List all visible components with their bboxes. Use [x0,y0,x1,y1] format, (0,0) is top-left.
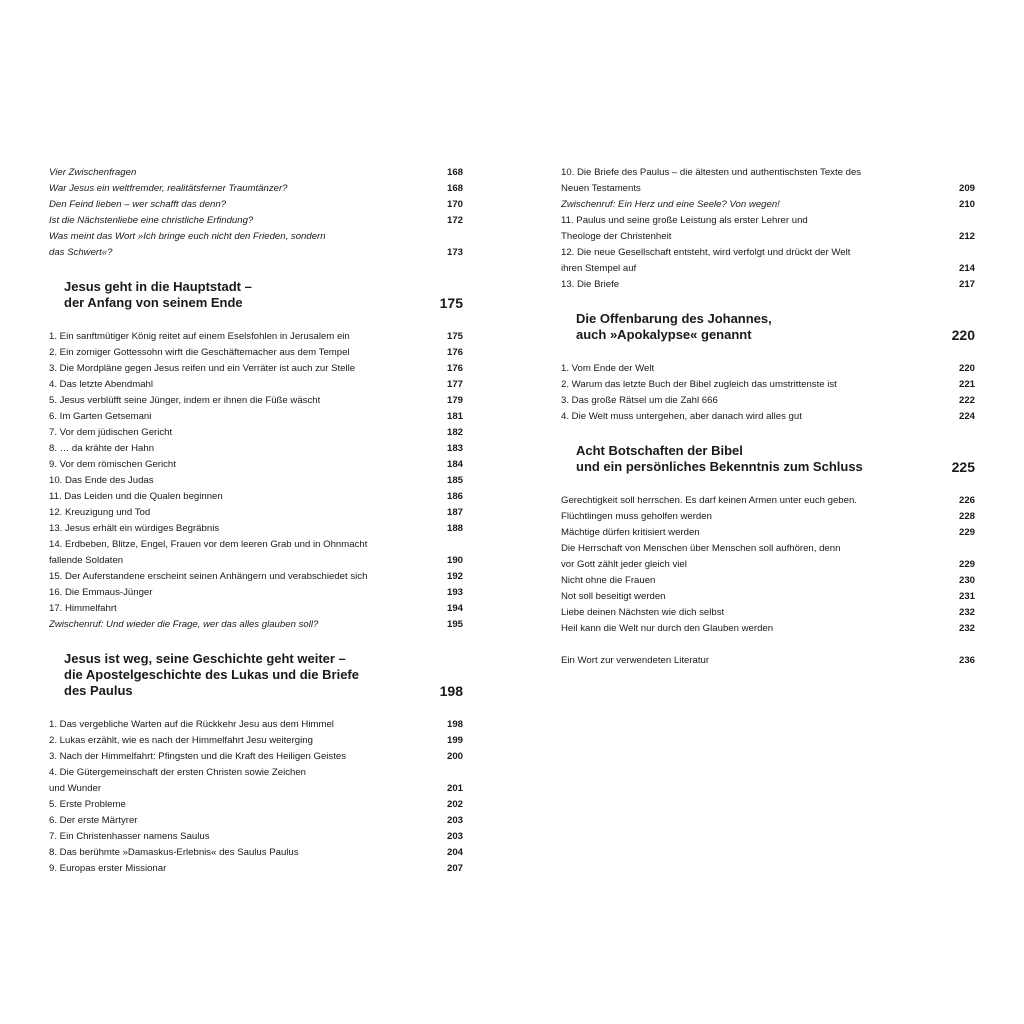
toc-entry [561,409,975,425]
toc-entry [49,425,463,441]
toc-entry-title: 9. Vor dem römischen Gericht [49,459,176,470]
chapter-title-line: die Apostelgeschichte des Lukas und die Briefe [64,667,359,682]
toc-entry-title: 7. Vor dem jüdischen Gericht [49,427,173,438]
toc-page-number: 193 [446,587,463,598]
toc-page-number: 224 [958,411,975,422]
toc-entry [49,197,463,213]
toc-page-number: 217 [958,279,975,290]
toc-page-number: 222 [958,395,975,406]
toc-entry-title: Zwischenruf: Und wieder die Frage, wer das alles glauben soll? [49,619,319,630]
toc-page-number: 220 [958,363,975,374]
toc-entry-title: 6. Im Garten Getsemani [49,411,152,422]
toc-entry [561,605,975,621]
toc-entry-title: Ist die Nächstenliebe eine christliche Erfindung? [49,215,254,226]
toc-entry [561,197,975,213]
chapter-title [64,651,463,699]
toc-page-number: 194 [446,603,463,614]
toc-entry [49,165,463,181]
toc-entry-title: Gerechtigkeit soll herrschen. Es darf keinen Armen unter euch geben. [561,495,857,506]
toc-entry [49,813,463,829]
toc-entry [561,393,975,409]
toc-entry [561,541,975,557]
chapter-page-number: 220 [951,327,975,343]
toc-entry [49,765,463,781]
toc-entry-title: 17. Himmelfahrt [49,603,117,614]
toc-entry-title: 1. Ein sanftmütiger König reitet auf einem Eselsfohlen in Jerusalem ein [49,331,350,342]
toc-entry-title: 10. Das Ende des Judas [49,475,154,486]
toc-page-number: 230 [958,575,975,586]
toc-page-number: 170 [446,199,463,210]
toc-entry-title: Not soll beseitigt werden [561,591,666,602]
chapter-title-line: Jesus geht in die Hauptstadt – [64,279,252,294]
toc-page-number: 187 [446,507,463,518]
toc-entry-title: ihren Stempel auf [561,263,637,274]
toc-entry [561,245,975,261]
toc-entry-title: Was meint das Wort »Ich bringe euch nicht den Frieden, sondern [49,231,326,242]
toc-entry-title: 2. Warum das letzte Buch der Bibel zugleich das umstrittenste ist [561,379,837,390]
toc-entry-title: Heil kann die Welt nur durch den Glauben werden [561,623,774,634]
toc-entry [561,525,975,541]
toc-entry [561,277,975,293]
chapter-page-number: 225 [951,459,975,475]
toc-entry-title: Nicht ohne die Frauen [561,575,656,586]
spacer [561,637,975,653]
toc-entry [49,797,463,813]
toc-page-number: 176 [446,347,463,358]
toc-page-number: 181 [446,411,463,422]
toc-entry [49,749,463,765]
toc-page-number: 168 [446,167,463,178]
toc-entry-title: Ein Wort zur verwendeten Literatur [561,655,710,666]
toc-page-number: 228 [958,511,975,522]
chapter-title-line: auch »Apokalypse« genannt [576,327,752,342]
toc-entry [49,345,463,361]
toc-page-number: 195 [446,619,463,630]
toc-entry [561,509,975,525]
toc-page-number: 200 [446,751,463,762]
toc-entry-title: 3. Nach der Himmelfahrt: Pfingsten und die Kraft des Heiligen Geistes [49,751,347,762]
toc-entry-title: 3. Die Mordpläne gegen Jesus reifen und ein Verräter ist auch zur Stelle [49,363,356,374]
toc-entry-title: Neuen Testaments [561,183,641,194]
toc-entry [49,377,463,393]
toc-entry [561,229,975,245]
chapter-heading [49,279,463,311]
right-page-toc [561,165,975,669]
toc-entry [49,733,463,749]
chapter-title-line: Acht Botschaften der Bibel [576,443,743,458]
toc-page-number: 199 [446,735,463,746]
toc-entry [49,505,463,521]
toc-entry-title: das Schwert«? [49,247,113,258]
toc-entry [49,585,463,601]
toc-entry-title: 11. Das Leiden und die Qualen beginnen [49,491,223,502]
toc-entry [561,181,975,197]
toc-entry [49,213,463,229]
toc-entry [561,377,975,393]
chapter-heading [561,311,975,343]
chapter-title-line: des Paulus [64,683,133,698]
toc-entry-title: 6. Der erste Märtyrer [49,815,138,826]
toc-page-number: 176 [446,363,463,374]
chapter-title-line: der Anfang von seinem Ende [64,295,243,310]
chapter-title-line: und ein persönliches Bekenntnis zum Schluss [576,459,863,474]
chapter-title-line: Jesus ist weg, seine Geschichte geht weiter – [64,651,346,666]
toc-entry-title: 16. Die Emmaus-Jünger [49,587,153,598]
toc-page-number: 221 [958,379,975,390]
toc-entry-title: Mächtige dürfen kritisiert werden [561,527,700,538]
toc-page-number: 172 [446,215,463,226]
toc-page-number: 203 [446,815,463,826]
toc-entry-title: 11. Paulus und seine große Leistung als erster Lehrer und [561,215,808,226]
toc-entry [561,493,975,509]
toc-entry [49,361,463,377]
toc-entry [49,393,463,409]
chapter-heading [49,651,463,699]
toc-entry [561,557,975,573]
toc-page-number: 182 [446,427,463,438]
toc-entry [49,441,463,457]
toc-entry [49,861,463,877]
toc-entry-title: Die Herrschaft von Menschen über Menschen soll aufhören, denn [561,543,841,554]
toc-page-number: 185 [446,475,463,486]
toc-entry-title: und Wunder [49,783,102,794]
toc-entry [49,489,463,505]
toc-page-number: 183 [446,443,463,454]
toc-entry-title: 1. Das vergebliche Warten auf die Rückkehr Jesu aus dem Himmel [49,719,334,730]
toc-page-number: 209 [958,183,975,194]
toc-entry-title: 1. Vom Ende der Welt [561,363,655,374]
toc-entry-title: 4. Die Gütergemeinschaft der ersten Christen sowie Zeichen [49,767,307,778]
toc-page-number: 177 [446,379,463,390]
toc-entry [49,245,463,261]
toc-entry [49,473,463,489]
toc-page-number: 179 [446,395,463,406]
toc-entry-title: Theologe der Christenheit [561,231,672,242]
toc-page-number: 210 [958,199,975,210]
toc-entry [49,457,463,473]
chapter-page-number: 198 [439,683,463,699]
chapter-title [576,311,975,343]
toc-entry-title: 5. Erste Probleme [49,799,126,810]
toc-page-number: 192 [446,571,463,582]
toc-entry [561,361,975,377]
chapter-title [576,443,975,475]
toc-page-number: 214 [958,263,975,274]
toc-page-number: 173 [446,247,463,258]
toc-entry [561,621,975,637]
toc-entry [49,601,463,617]
toc-page-number: 226 [958,495,975,506]
toc-page-number: 175 [446,331,463,342]
toc-entry-title: 8. … da krähte der Hahn [49,443,155,454]
toc-entry-title: 10. Die Briefe des Paulus – die ältesten und authentischsten Texte des [561,167,862,178]
toc-entry [49,717,463,733]
toc-entry-title: vor Gott zählt jeder gleich viel [561,559,687,570]
toc-entry-title: Flüchtlingen muss geholfen werden [561,511,712,522]
toc-entry [561,573,975,589]
toc-entry-title: Zwischenruf: Ein Herz und eine Seele? Von wegen! [561,199,780,210]
toc-entry [49,181,463,197]
toc-entry-title: 3. Das große Rätsel um die Zahl 666 [561,395,718,406]
toc-page-number: 231 [958,591,975,602]
toc-page-number: 190 [446,555,463,566]
toc-entry-title: Vier Zwischenfragen [49,167,137,178]
toc-entry-title: 8. Das berühmte »Damaskus-Erlebnis« des Saulus Paulus [49,847,299,858]
toc-entry [49,329,463,345]
toc-entry-title: Den Feind lieben – wer schafft das denn? [49,199,227,210]
toc-entry-title: 13. Die Briefe [561,279,620,290]
toc-page-number: 198 [446,719,463,730]
toc-entry [561,589,975,605]
chapter-title [64,279,463,311]
toc-page-number: 232 [958,607,975,618]
chapter-page-number: 175 [439,295,463,311]
toc-entry [49,229,463,245]
toc-entry [49,409,463,425]
toc-entry-title: 12. Die neue Gesellschaft entsteht, wird verfolgt und drückt der Welt [561,247,851,258]
toc-page-number: 201 [446,783,463,794]
toc-entry-title: fallende Soldaten [49,555,124,566]
toc-page-number: 184 [446,459,463,470]
toc-entry [561,165,975,181]
toc-entry-title: 4. Das letzte Abendmahl [49,379,153,390]
toc-entry [561,261,975,277]
toc-entry-title: 14. Erdbeben, Blitze, Engel, Frauen vor dem leeren Grab und in Ohnmacht [49,539,368,550]
toc-entry-title: 4. Die Welt muss untergehen, aber danach wird alles gut [561,411,802,422]
toc-entry [49,537,463,553]
left-page-toc [49,165,463,877]
toc-page-number: 236 [958,655,975,666]
chapter-title-line: Die Offenbarung des Johannes, [576,311,772,326]
toc-entry [49,829,463,845]
toc-entry-title: 2. Lukas erzählt, wie es nach der Himmelfahrt Jesu weiterging [49,735,313,746]
toc-page-number: 207 [446,863,463,874]
toc-page-number: 186 [446,491,463,502]
toc-page-number: 229 [958,559,975,570]
toc-page-number: 229 [958,527,975,538]
toc-entry-title: 5. Jesus verblüfft seine Jünger, indem er ihnen die Füße wäscht [49,395,321,406]
toc-entry [49,617,463,633]
toc-entry [49,845,463,861]
toc-entry-title: 9. Europas erster Missionar [49,863,167,874]
toc-entry-title: Liebe deinen Nächsten wie dich selbst [561,607,725,618]
toc-entry [561,653,975,669]
toc-entry [561,213,975,229]
chapter-heading [561,443,975,475]
toc-page-number: 212 [958,231,975,242]
toc-page-number: 188 [446,523,463,534]
toc-entry [49,553,463,569]
toc-entry-title: War Jesus ein weltfremder, realitätsferner Traumtänzer? [49,183,288,194]
toc-page-number: 168 [446,183,463,194]
toc-entry [49,521,463,537]
toc-page-number: 232 [958,623,975,634]
toc-entry-title: 2. Ein zorniger Gottessohn wirft die Geschäftemacher aus dem Tempel [49,347,350,358]
toc-entry-title: 7. Ein Christenhasser namens Saulus [49,831,210,842]
toc-entry [49,569,463,585]
toc-entry-title: 12. Kreuzigung und Tod [49,507,151,518]
toc-page-number: 202 [446,799,463,810]
toc-page-number: 203 [446,831,463,842]
toc-entry [49,781,463,797]
toc-page-number: 204 [446,847,463,858]
toc-entry-title: 15. Der Auferstandene erscheint seinen Anhängern und verabschiedet sich [49,571,368,582]
toc-entry-title: 13. Jesus erhält ein würdiges Begräbnis [49,523,220,534]
